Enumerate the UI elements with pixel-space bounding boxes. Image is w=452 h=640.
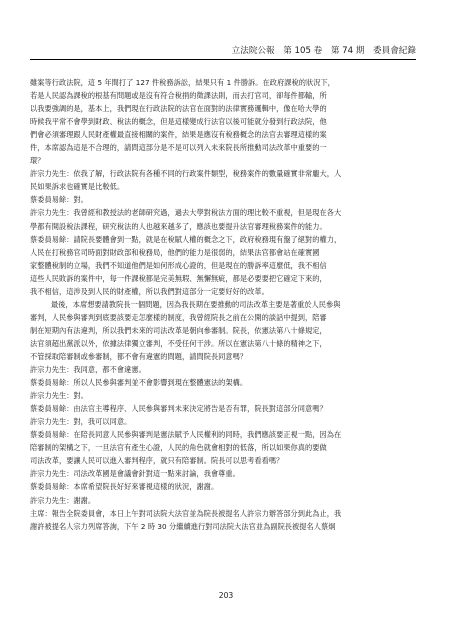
text-line: 環？ bbox=[30, 156, 45, 166]
text-line: 制在短期內有法違判，所以我們未來的司法改革是朝向參審制。院長，依憲法第八十條規定， bbox=[30, 325, 327, 335]
text-line: 這些人民敗訴的案件中，每一件課稅都是完美無瑕、無懈無疵，都是必要要把它確定下來的， bbox=[30, 273, 327, 283]
text-line: 許宗力先生：我同意，都不會違憲。 bbox=[30, 365, 146, 375]
text-line: 民如果訴求也確實是比較低。 bbox=[30, 182, 125, 192]
page-header bbox=[30, 44, 416, 58]
header-rule bbox=[30, 59, 416, 60]
text-line: 審判，人民參與審判到底要該要走怎麼樣的制度，我曾經院長之前在公開的談話中提到，陪審 bbox=[30, 312, 327, 322]
text-line: 學都有開設稅法課程，研究稅法的人也越來越多了，應該也要提升法官審理稅務案件的能力。 bbox=[30, 221, 327, 231]
text-line: 蔡委員易餘：在陪長同意人民參與審判是憲法賦予人民權利的同時，我們應該要正視一點，因為在 bbox=[30, 430, 342, 440]
text-line: 許宗力先生：謝謝。 bbox=[30, 495, 96, 505]
document-body bbox=[30, 76, 416, 533]
text-line: 許宗力先生：對，我可以同意。 bbox=[30, 417, 132, 427]
text-line: 法官須超出黨派以外，依據法律獨立審判，不受任何干涉。所以在憲法第八十條的精神之下， bbox=[30, 338, 327, 348]
text-line: 件，本席認為這是不合理的，請問這部分是不是可以列入未來院長所推動司法改革中重要的一 bbox=[30, 143, 327, 153]
text-line: 家整體稅制的立場，我們不知道他們是如何形成心證的，但是現在的勝訴率這麼低，我不相信 bbox=[30, 260, 327, 270]
text-line: 不管採取陪審制或參審制，都不會有違憲的問題，請問院長同意嗎？ bbox=[30, 351, 248, 361]
header-text: 立法院公報 第 105 卷 第 74 期 委員會紀錄 bbox=[231, 46, 416, 56]
text-line: 們會必須審理跟人民財產權最直接相關的案件，結果是應沒有稅務概念的法官去審理這樣的案 bbox=[30, 130, 327, 140]
text-line: 蔡委員易餘：由法官主導程序、人民參與審判未來決定將告是否有罪，院長對這部分同意嗎？ bbox=[30, 404, 327, 414]
text-line: 蔡委員易餘：請院長要體會到一點，就是在稅賦人權的概念之下，政府稅務現有盤了絕對的權力， bbox=[30, 234, 342, 244]
text-line: 以我要強調的是，基本上，我們現在行政法院的法官在面對的法律實務邏輯中，像在哈大學的 bbox=[30, 104, 327, 114]
text-line: 司法改革，要讓人民可以進入審判程序，就只有陪審制。院長可以思考看看嗎？ bbox=[30, 456, 284, 466]
text-line: 主席：報告全院委員會，本日上午對司法院大法官並為院長被提名人許宗力辦答部分到此為止，我 bbox=[30, 508, 342, 518]
text-line: 時候我平常不會學到財政、稅法的概念，但是這樣變成行法官以後可能就分發到行政法院，他 bbox=[30, 117, 327, 127]
text-line: 謝許被提名人宗力列席答詢，下午 2 時 30 分繼續進行對司法院大法官並為副院長被提名人蔡炯 bbox=[30, 521, 336, 531]
text-line: 蔡委員易餘：所以人民參與審判並不會影響到現在整體憲法的架構。 bbox=[30, 378, 248, 388]
text-line: 蔡委員易餘：本席希望院長好好來審視這樣的狀況，謝謝。 bbox=[30, 482, 219, 492]
text-line: 蔡委員易餘：對。 bbox=[30, 195, 88, 205]
text-line: 許宗力先生：對。 bbox=[30, 391, 88, 401]
page-footer bbox=[0, 590, 452, 602]
text-line: 最後，本席想要請教院長一個問題，因為我長期在要推動的司法改革主要是著重於人民參與 bbox=[51, 299, 341, 309]
page-number: 203 bbox=[218, 591, 234, 600]
text-line: 許宗力先生：我曾經和教授法的老師研究過，過去大學對稅法方面的理比較不重視，但是現在各大 bbox=[30, 208, 342, 218]
text-line: 雖案等行政法院，這 5 年間打了 127 件稅務訴訟，結果只有 1 件勝訴。在政府課稅的狀況下， bbox=[30, 78, 335, 87]
text-line: 許宗力先生：依我了解，行政法院有各種不同的行政案件類型，稅務案件的數量確實非常龐大，人 bbox=[30, 169, 342, 179]
text-line: 若是人民認為課稅的根基有問題或是沒有符合稅捐的徵課法則，而去打官司，卻每件都輸，所 bbox=[30, 91, 327, 101]
text-line: 我不相信，這涉及到人民的財產權，所以我們對這部分一定要好好的改革。 bbox=[30, 286, 269, 296]
text-line: 許宗力先生：司法改革國是會議會針對這一點來討論，我會尊重。 bbox=[30, 469, 240, 479]
text-line: 人民在打稅務官司時面對財政部和稅務局，他們的能力是很弱的，結果法官都會站在確實國 bbox=[30, 247, 320, 257]
text-line: 陪審制的架構之下，一旦法官有產生心證，人民的角色就會相對的低落，所以如果你真的要做 bbox=[30, 443, 327, 453]
